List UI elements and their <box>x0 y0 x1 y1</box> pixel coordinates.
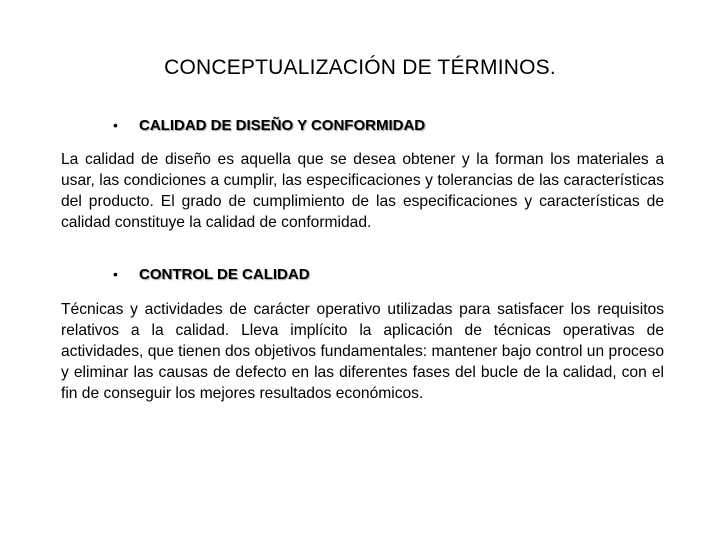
section-heading-calidad-diseno <box>113 117 425 134</box>
section-heading-text: CONTROL DE CALIDAD <box>139 266 310 283</box>
section-body-control-calidad: Técnicas y actividades de carácter operativo utilizadas para satisfacer los requisitos relativos a la calidad. Lleva implícito la aplicación de técnicas operativas de actividades, que tienen dos objetivos fundamentales: mantener bajo control un proceso y eliminar las causas de defecto en las diferentes fases del bucle de la calidad, con el fin de conseguir los mejores resultados económicos. <box>61 301 664 402</box>
bullet-icon: • <box>113 117 118 133</box>
slide-title: CONCEPTUALIZACIÓN DE TÉRMINOS. <box>164 56 556 79</box>
bullet-icon: • <box>113 266 118 282</box>
section-heading-text: CALIDAD DE DISEÑO Y CONFORMIDAD <box>139 117 426 134</box>
section-heading-control-calidad <box>113 266 310 283</box>
section-body-calidad-diseno: La calidad de diseño es aquella que se desea obtener y la forman los materiales a usar, las condiciones a cumplir, las especificaciones y tolerancias de las características del producto. El grado de cumplimiento de las especificaciones y características de calidad constituye la calidad de conformidad. <box>61 151 664 231</box>
